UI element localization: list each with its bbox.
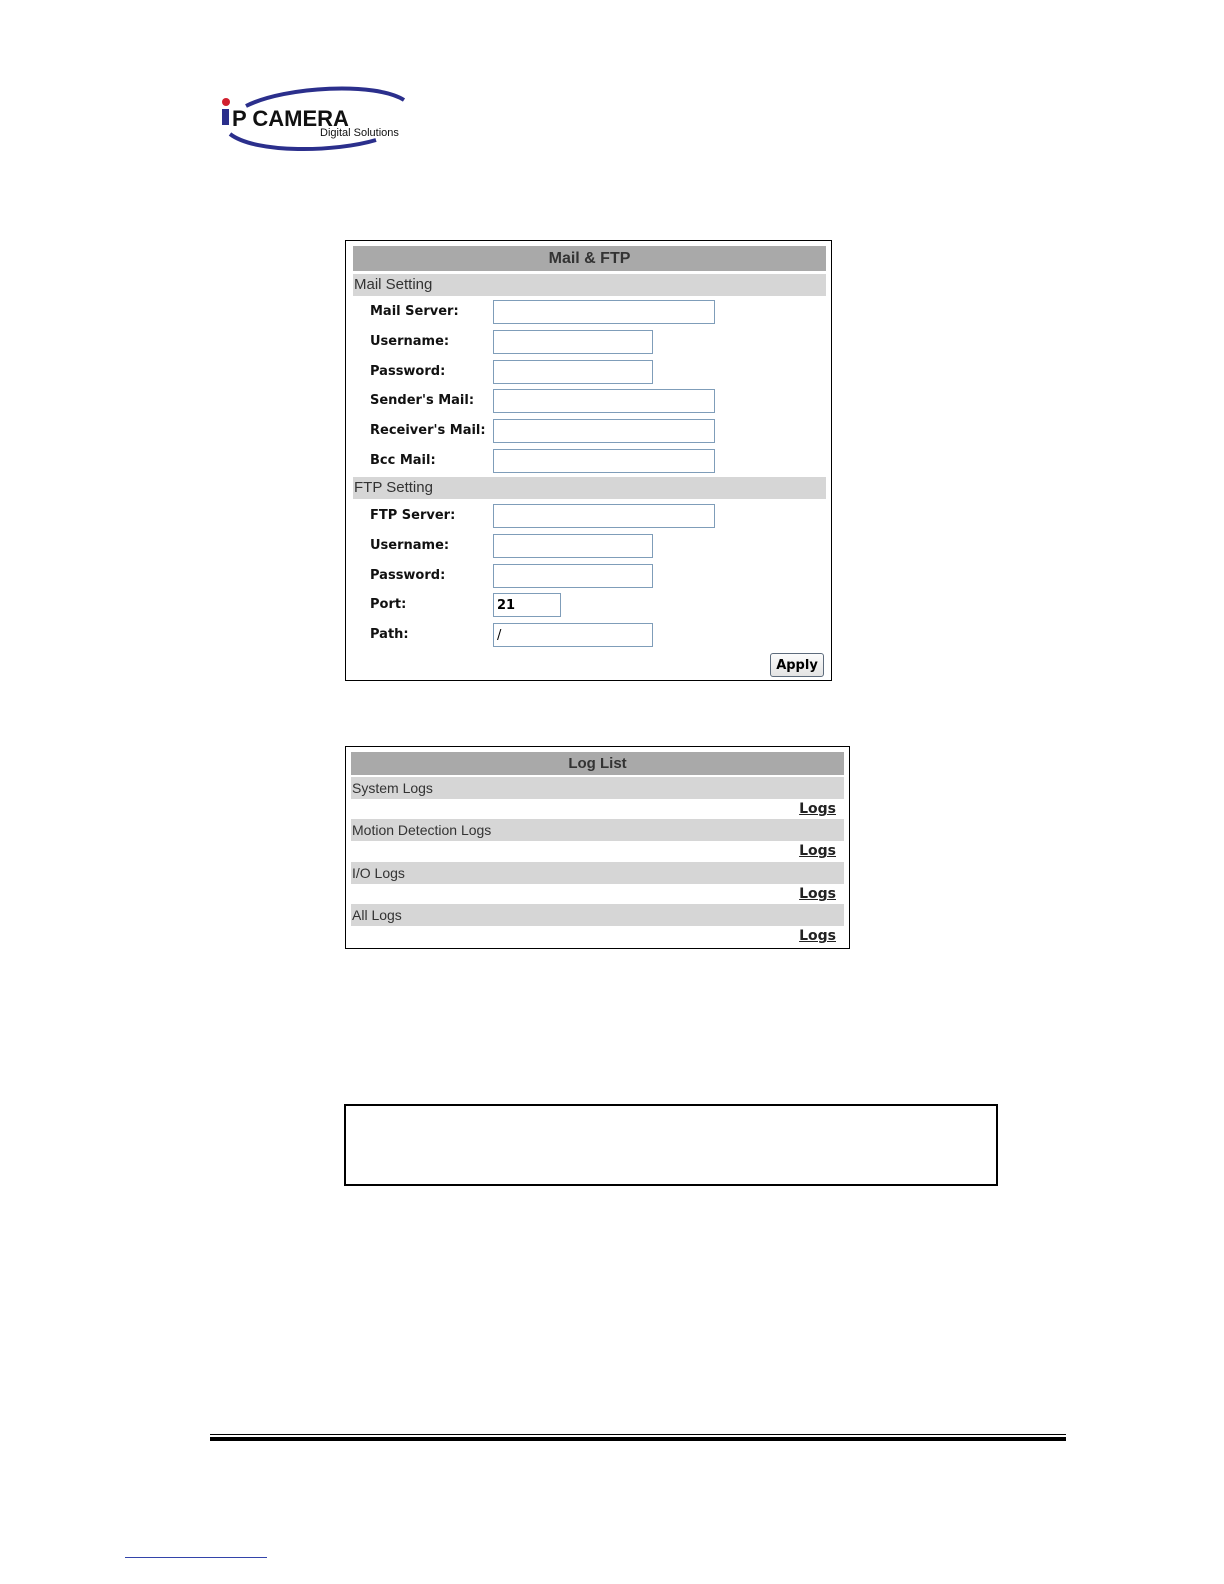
ip-camera-logo bbox=[216, 84, 438, 154]
apply-button[interactable]: Apply bbox=[770, 653, 824, 677]
bcc-mail-input[interactable] bbox=[493, 449, 715, 473]
log-group-io bbox=[351, 862, 844, 904]
mail-ftp-panel bbox=[345, 240, 832, 681]
mail-password-input[interactable] bbox=[493, 360, 653, 384]
log-group-name: System Logs bbox=[351, 777, 844, 799]
ftp-password-label: Password: bbox=[370, 568, 446, 583]
log-group-system bbox=[351, 777, 844, 819]
sender-mail-input[interactable] bbox=[493, 389, 715, 413]
log-group-name: All Logs bbox=[351, 904, 844, 926]
svg-text:P CAMERA: P CAMERA bbox=[232, 106, 349, 131]
ftp-port-label: Port: bbox=[370, 597, 407, 612]
all-logs-link[interactable]: Logs bbox=[799, 928, 836, 944]
mail-username-input[interactable] bbox=[493, 330, 653, 354]
footer-link-underline bbox=[125, 1557, 267, 1558]
log-group-all bbox=[351, 904, 844, 946]
receiver-mail-input[interactable] bbox=[493, 419, 715, 443]
mail-server-row bbox=[370, 300, 810, 326]
system-logs-link[interactable]: Logs bbox=[799, 801, 836, 817]
note-box bbox=[344, 1104, 998, 1186]
log-group-motion bbox=[351, 819, 844, 861]
ftp-server-row bbox=[370, 504, 810, 530]
mail-password-label: Password: bbox=[370, 364, 446, 379]
logo-graphic bbox=[216, 84, 438, 154]
ftp-password-input[interactable] bbox=[493, 564, 653, 588]
ftp-username-input[interactable] bbox=[493, 534, 653, 558]
ftp-password-row bbox=[370, 564, 810, 590]
sender-mail-row bbox=[370, 389, 810, 415]
footer-rule bbox=[210, 1437, 1066, 1441]
mail-server-label: Mail Server: bbox=[370, 304, 459, 319]
mail-server-input[interactable] bbox=[493, 300, 715, 324]
mail-setting-header: Mail Setting bbox=[353, 274, 826, 296]
log-group-name: I/O Logs bbox=[351, 862, 844, 884]
receiver-mail-row bbox=[370, 419, 810, 445]
log-group-name: Motion Detection Logs bbox=[351, 819, 844, 841]
receiver-mail-label: Receiver's Mail: bbox=[370, 423, 486, 438]
mail-username-row bbox=[370, 330, 810, 356]
bcc-mail-label: Bcc Mail: bbox=[370, 453, 436, 468]
ftp-setting-header: FTP Setting bbox=[353, 477, 826, 499]
ftp-server-label: FTP Server: bbox=[370, 508, 456, 523]
ftp-path-label: Path: bbox=[370, 627, 409, 642]
ftp-path-row bbox=[370, 623, 810, 649]
ftp-path-input[interactable] bbox=[493, 623, 653, 647]
sender-mail-label: Sender's Mail: bbox=[370, 393, 475, 408]
ftp-port-input[interactable] bbox=[493, 593, 561, 617]
mail-password-row bbox=[370, 360, 810, 386]
log-list-panel bbox=[345, 746, 850, 949]
log-list-title: Log List bbox=[351, 752, 844, 775]
mail-ftp-title: Mail & FTP bbox=[353, 246, 826, 271]
ftp-port-row bbox=[370, 593, 810, 619]
ftp-server-input[interactable] bbox=[493, 504, 715, 528]
io-logs-link[interactable]: Logs bbox=[799, 886, 836, 902]
mail-username-label: Username: bbox=[370, 334, 450, 349]
footer-rule-thin bbox=[210, 1434, 1066, 1435]
bcc-mail-row bbox=[370, 449, 810, 475]
motion-logs-link[interactable]: Logs bbox=[799, 843, 836, 859]
ftp-username-row bbox=[370, 534, 810, 560]
svg-text:Digital Solutions: Digital Solutions bbox=[320, 127, 399, 139]
ftp-username-label: Username: bbox=[370, 538, 450, 553]
